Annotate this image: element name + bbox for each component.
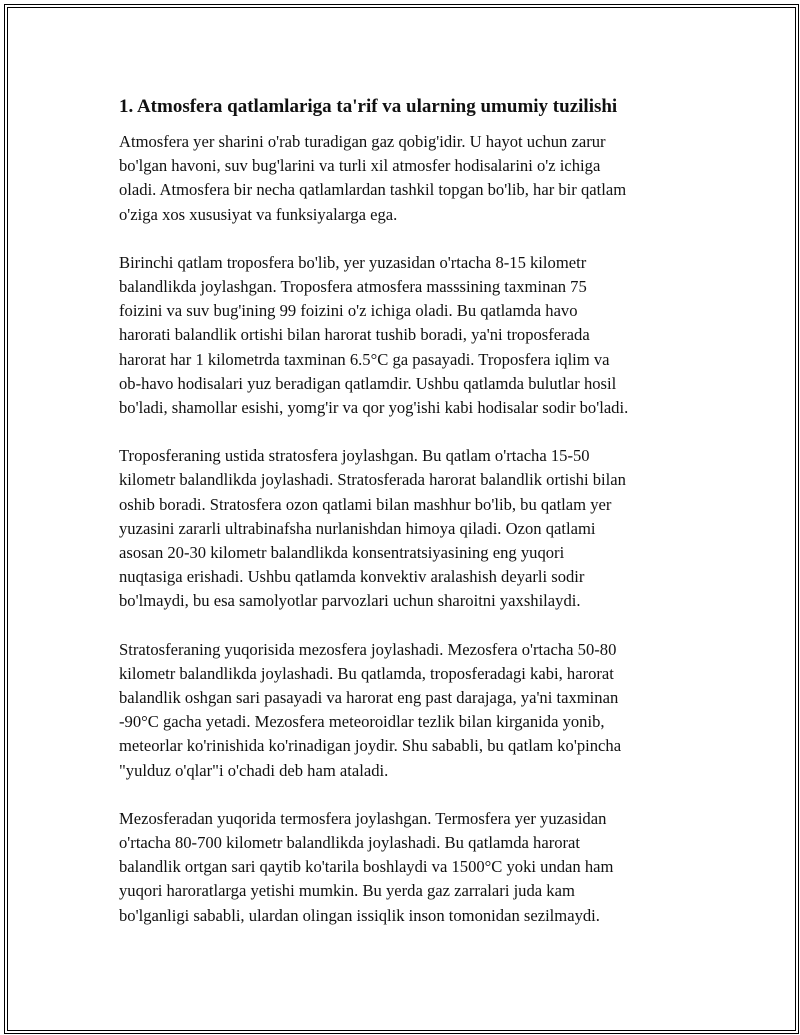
paragraph-thermosphere: [119, 807, 687, 928]
text-line: Troposferaning ustida stratosfera joylashgan. Bu qatlam o'rtacha 15-50: [119, 446, 590, 466]
text-line: balandlik ortgan sari qaytib ko'tarila boshlaydi va 1500°C yoki undan ham: [119, 857, 614, 877]
text-line: oladi. Atmosfera bir necha qatlamlardan tashkil topgan bo'lib, har bir qatlam: [119, 180, 627, 200]
paragraph-mesosphere: [119, 638, 687, 783]
text-line: o'ziga xos xususiyat va funksiyalarga ega.: [119, 204, 398, 224]
paragraph-stratosphere: [119, 444, 687, 613]
text-line: harorati balandlik ortishi bilan harorat tushib boradi, ya'ni troposferada: [119, 325, 590, 345]
text-line: kilometr balandlikda joylashadi. Stratosferada harorat balandlik ortishi bilan: [119, 470, 626, 490]
text-line: bo'ladi, shamollar esishi, yomg'ir va qor yog'ishi kabi hodisalar sodir bo'ladi.: [119, 398, 629, 418]
text-line: harorat har 1 kilometrda taxminan 6.5°C ga pasayadi. Troposfera iqlim va: [119, 349, 610, 369]
text-line: yuqori haroratlarga yetishi mumkin. Bu yerda gaz zarralari juda kam: [119, 881, 575, 901]
text-line: -90°C gacha yetadi. Mezosfera meteoroidlar tezlik bilan kirganida yonib,: [119, 712, 605, 732]
text-line: oshib boradi. Stratosfera ozon qatlami bilan mashhur bo'lib, bu qatlam yer: [119, 494, 612, 514]
text-line: ob-havo hodisalari yuz beradigan qatlamdir. Ushbu qatlamda bulutlar hosil: [119, 373, 617, 393]
text-line: foizini va suv bug'ining 99 foizini o'z ichiga oladi. Bu qatlamda havo: [119, 301, 578, 321]
text-line: o'rtacha 80-700 kilometr balandlikda joylashadi. Bu qatlamda harorat: [119, 833, 581, 853]
text-line: bo'lganligi sababli, ulardan olingan issiqlik inson tomonidan sezilmaydi.: [119, 905, 600, 925]
text-line: bo'lgan havoni, suv bug'larini va turli xil atmosfer hodisalarini o'z ichiga: [119, 156, 601, 176]
section-heading: 1. Atmosfera qatlamlariga ta'rif va ularning umumiy tuzilishi: [119, 96, 618, 117]
text-line: balandlikda joylashgan. Troposfera atmosfera masssining taxminan 75: [119, 277, 587, 297]
text-line: Stratosferaning yuqorisida mezosfera joylashadi. Mezosfera o'rtacha 50-80: [119, 639, 617, 659]
text-line: Mezosferadan yuqorida termosfera joylashgan. Termosfera yer yuzasidan: [119, 808, 607, 828]
text-line: balandlik oshgan sari pasayadi va harorat eng past darajaga, ya'ni taxminan: [119, 688, 619, 708]
paragraph-troposphere: [119, 251, 687, 420]
document-body: [119, 94, 687, 952]
text-line: yuzasini zararli ultrabinafsha nurlanishdan himoya qiladi. Ozon qatlami: [119, 518, 596, 538]
paragraph-intro: [119, 130, 687, 227]
text-line: nuqtasiga erishadi. Ushbu qatlamda konvektiv aralashish deyarli sodir: [119, 567, 585, 587]
text-line: Birinchi qatlam troposfera bo'lib, yer yuzasidan o'rtacha 8-15 kilometr: [119, 252, 587, 272]
text-line: asosan 20-30 kilometr balandlikda konsentratsiyasining eng yuqori: [119, 543, 565, 563]
text-line: kilometr balandlikda joylashadi. Bu qatlamda, troposferadagi kabi, harorat: [119, 663, 614, 683]
text-line: "yulduz o'qlar"i o'chadi deb ham ataladi.: [119, 760, 389, 780]
text-line: Atmosfera yer sharini o'rab turadigan gaz qobig'idir. U hayot uchun zarur: [119, 132, 606, 151]
text-line: bo'lmaydi, bu esa samolyotlar parvozlari uchun sharoitni yaxshilaydi.: [119, 591, 581, 611]
text-line: meteorlar ko'rinishida ko'rinadigan joydir. Shu sababli, bu qatlam ko'pincha: [119, 736, 622, 756]
